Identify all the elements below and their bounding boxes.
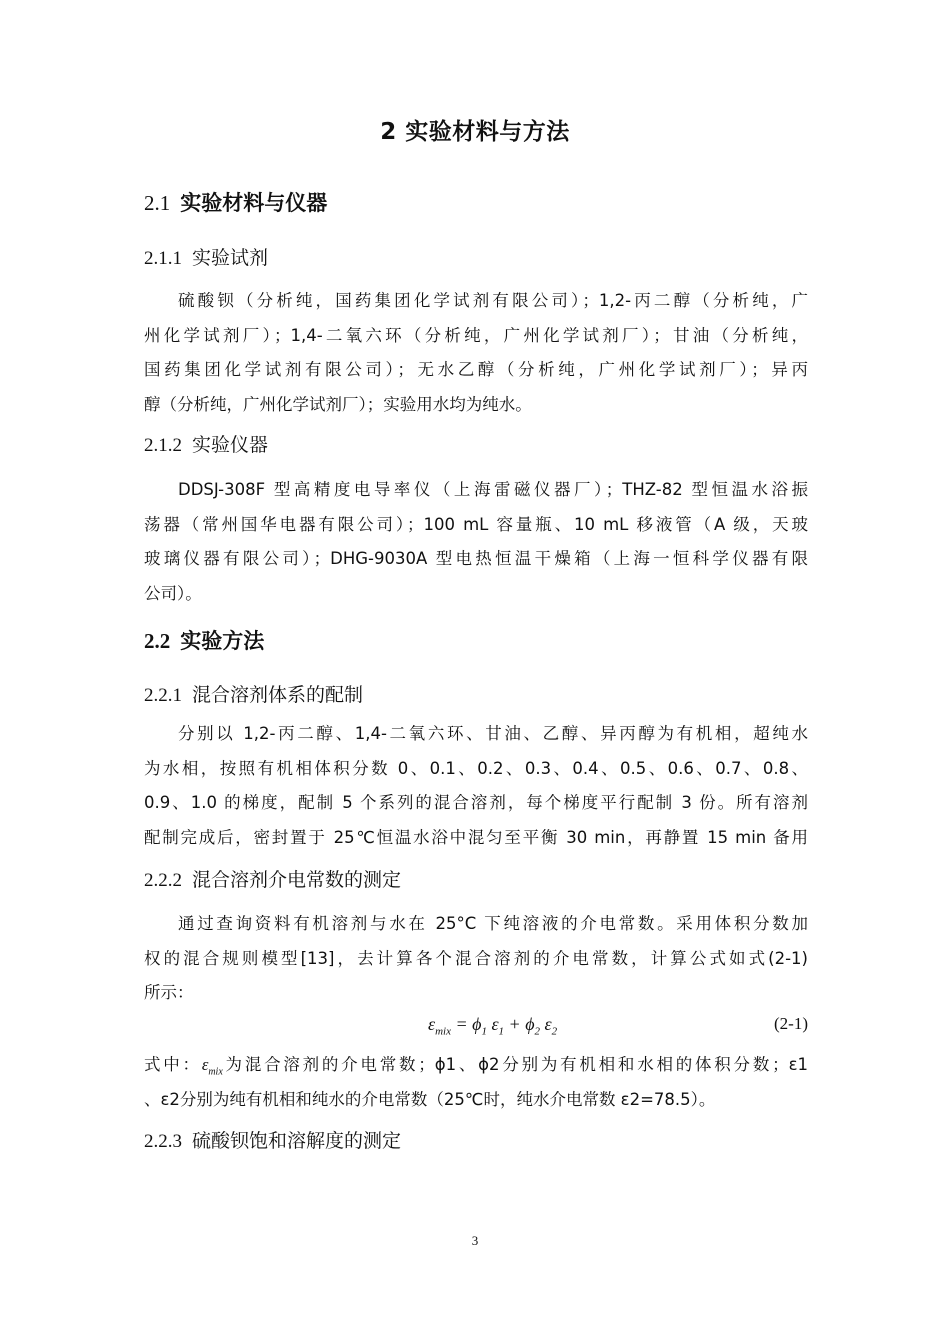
paragraph-equation-legend xyxy=(144,1048,808,1117)
subsection-heading-2-2-3 xyxy=(144,1126,401,1157)
subsection-title: 硫酸钡饱和溶解度的测定 xyxy=(192,1130,402,1152)
subsection-heading-2-1-2 xyxy=(144,430,268,461)
text-line: 荡器（常州国华电器有限公司）；100 mL 容量瓶、10 mL 移液管（A 级，天玻 xyxy=(144,514,808,534)
text-line: 国药集团化学试剂有限公司）；无水乙醇（分析纯，广州化学试剂厂）；异丙 xyxy=(144,360,808,379)
mixing-rule-equation: $\varepsilon_{mix} = \phi_1$ $\varepsilon_1 + \phi_2$ $\varepsilon_2$ xyxy=(428,1014,558,1038)
page-number: 3 xyxy=(471,1233,479,1248)
section-number: 2.1 xyxy=(144,191,171,215)
section-number: 2.2 xyxy=(144,629,171,653)
text-line: DDSJ-308F 型高精度电导率仪（上海雷磁仪器厂）；THZ-82 型恒温水浴振 xyxy=(178,480,808,499)
equation-number: (2-1) xyxy=(774,1014,808,1033)
epsilon-mix-symbol: $\varepsilon_{mix}$ xyxy=(201,1055,223,1078)
section-title: 实验材料与仪器 xyxy=(180,191,328,215)
subsection-number: 2.2.3 xyxy=(144,1131,182,1152)
legend-text: 为混合溶剂的介电常数；ϕ1、ϕ2分别为有机相和水相的体积分数；ε1 xyxy=(222,1055,808,1074)
text-line: 通过查询资料有机溶剂与水在 25°C 下纯溶液的介电常数。采用体积分数加 xyxy=(178,914,808,933)
text-line: 醇（分析纯，广州化学试剂厂）；实验用水均为纯水。 xyxy=(144,394,532,414)
text-line: 、ε2分别为纯有机相和纯水的介电常数（25℃时，纯水介电常数 ε2=78.5）。 xyxy=(144,1089,716,1109)
text-line: 分别以 1,2-丙二醇、1,4-二氧六环、甘油、乙醇、异丙醇为有机相，超纯水 xyxy=(178,724,808,743)
subsection-title: 实验试剂 xyxy=(192,247,269,269)
text-line: 硫酸钡（分析纯，国药集团化学试剂有限公司）；1,2-丙二醇（分析纯，广 xyxy=(178,291,808,310)
subsection-heading-2-2-2 xyxy=(144,865,401,896)
paragraph-reagents xyxy=(144,284,808,422)
subsection-number: 2.1.1 xyxy=(144,248,182,269)
subsection-heading-2-2-1 xyxy=(144,680,363,711)
text-line: 为水相，按照有机相体积分数 0、0.1、0.2、0.3、0.4、0.5、0.6、0.7、0.8、 xyxy=(144,758,808,778)
section-heading-2-2 xyxy=(144,624,264,658)
text-line: 州化学试剂厂）；1,4-二氧六环（分析纯，广州化学试剂厂）；甘油（分析纯， xyxy=(144,325,808,345)
text-line xyxy=(144,1048,808,1083)
subsection-number: 2.2.2 xyxy=(144,870,182,891)
equation-row xyxy=(144,1012,808,1046)
paragraph-solvent-preparation xyxy=(144,717,808,855)
text-line: 配制完成后，密封置于 25℃恒温水浴中混匀至平衡 30 min，再静置 15 min 备用 xyxy=(144,827,808,847)
text-line: 玻璃仪器有限公司）；DHG-9030A 型电热恒温干燥箱（上海一恒科学仪器有限 xyxy=(144,549,808,568)
chapter-title: 2 实验材料与方法 xyxy=(380,119,570,145)
subsection-number: 2.1.2 xyxy=(144,435,182,456)
where-prefix: 式中： xyxy=(144,1055,202,1074)
subsection-title: 混合溶剂体系的配制 xyxy=(192,684,364,706)
paragraph-instruments xyxy=(144,473,808,611)
paragraph-dielectric-constant xyxy=(144,907,808,1011)
subsection-number: 2.2.1 xyxy=(144,685,182,706)
text-line: 公司）。 xyxy=(144,583,202,603)
section-title: 实验方法 xyxy=(180,629,265,653)
text-line: 权的混合规则模型[13]，去计算各个混合溶剂的介电常数，计算公式如式(2-1) xyxy=(144,948,808,968)
subsection-heading-2-1-1 xyxy=(144,243,268,274)
text-line: 0.9、1.0 的梯度，配制 5 个系列的混合溶剂，每个梯度平行配制 3 份。所有溶剂 xyxy=(144,793,808,812)
subsection-title: 实验仪器 xyxy=(192,434,269,456)
section-heading-2-1 xyxy=(144,186,327,220)
subsection-title: 混合溶剂介电常数的测定 xyxy=(192,869,402,891)
text-line: 所示： xyxy=(144,983,194,1002)
